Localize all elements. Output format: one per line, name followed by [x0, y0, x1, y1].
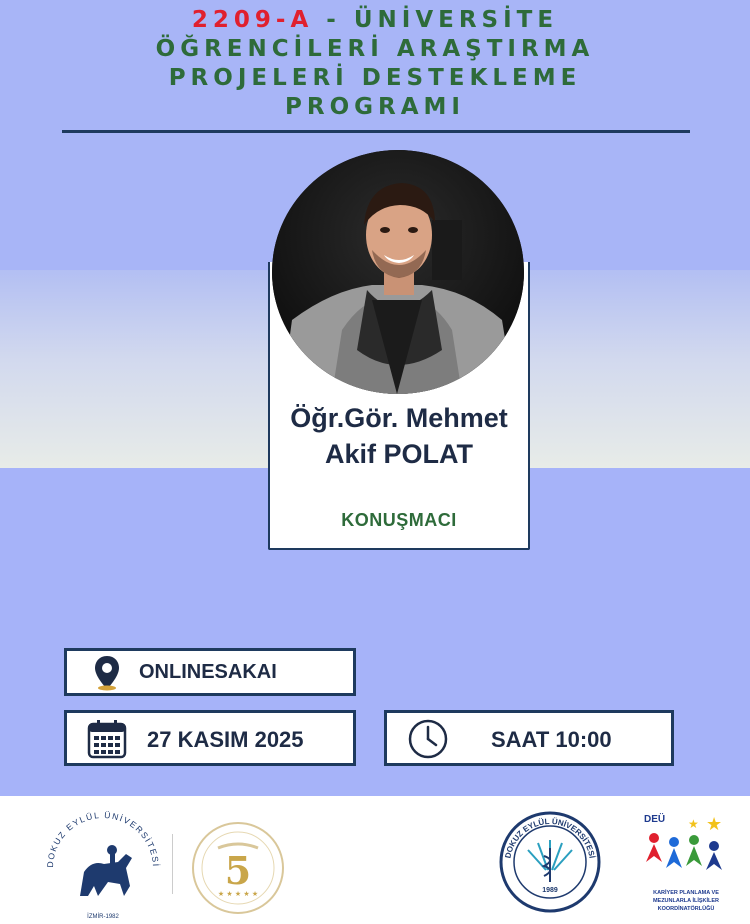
logo-divider	[172, 834, 173, 894]
time-text: SAAT 10:00	[491, 727, 612, 752]
date-box	[64, 710, 356, 766]
star-small-icon: ★	[688, 817, 699, 831]
anniversary-logo	[188, 818, 288, 918]
anniversary-number: 5	[224, 848, 252, 893]
speaker-role: KONUŞMACI	[341, 510, 457, 530]
program-title	[100, 6, 650, 122]
kariyer-line1: KARİYER PLANLAMA VE	[653, 890, 719, 896]
shmyo-year: 1989	[542, 887, 558, 894]
people-icon	[646, 833, 722, 870]
location-box	[64, 648, 356, 696]
deu-logo-arc-text: DOKUZ EYLÜL ÜNİVERSİTESİ	[44, 809, 162, 868]
title-divider	[62, 130, 690, 133]
shmyo-logo	[498, 810, 602, 914]
kariyer-line3: KOORDİNATÖRLÜĞÜ	[657, 906, 715, 912]
deu-logo	[40, 806, 166, 922]
program-code: 2209-A	[191, 7, 314, 33]
speaker-name-line1: Öğr.Gör. Mehmet	[290, 403, 508, 433]
star-icon: ★	[706, 814, 723, 835]
speaker-name	[268, 400, 530, 472]
deu-logo-year: İZMİR-1982	[87, 914, 119, 920]
program-name: - ÜNİVERSİTE ÖĞRENCİLERİ ARAŞTIRMA PROJELERİ DESTEKLEME PROGRAMI	[155, 7, 595, 120]
speaker-portrait	[272, 150, 524, 394]
shmyo-logo-arc-text: DOKUZ EYLÜL ÜNİVERSİTESİ	[503, 816, 597, 860]
kariyer-logo	[636, 806, 736, 922]
calendar-icon	[87, 719, 127, 759]
date-text: 27 KASIM 2025	[147, 727, 304, 752]
clock-icon	[407, 718, 449, 760]
kariyer-line2: MEZUNLARLA İLİŞKİLER	[652, 898, 720, 904]
kariyer-short: DEÜ	[644, 814, 666, 825]
location-text: ONLINESAKAI	[139, 661, 277, 683]
location-pin-icon	[93, 655, 121, 691]
time-box	[384, 710, 674, 766]
speaker-name-line2: Akif POLAT	[325, 439, 473, 469]
speaker-photo	[272, 150, 524, 394]
stars-icon: ★ ★ ★ ★ ★	[217, 890, 259, 898]
